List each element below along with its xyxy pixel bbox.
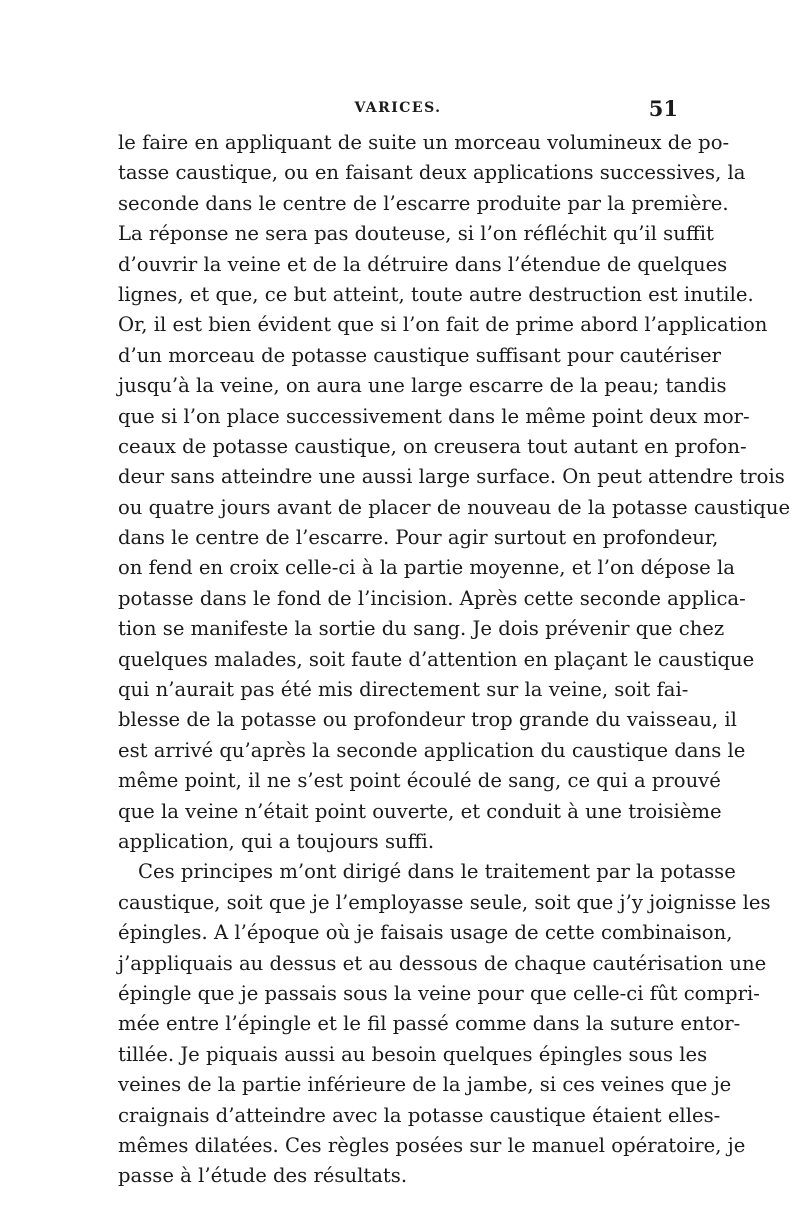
text-line: seconde dans le centre de l’escarre produite par la première.	[118, 191, 729, 215]
text-line: ceaux de potasse caustique, on creusera tout autant en profon-	[118, 434, 747, 458]
running-head: VARICES.	[354, 100, 442, 116]
text-line: ou quatre jours avant de placer de nouveau de la potasse caustique	[118, 495, 791, 519]
text-line: épingle que je passais sous la veine pour que celle-ci fût compri-	[118, 981, 760, 1005]
page-header	[118, 98, 678, 124]
text-line: tillée. Je piquais aussi au besoin quelques épingles sous les	[118, 1042, 708, 1066]
text-line: mêmes dilatées. Ces règles posées sur le manuel opératoire, je	[118, 1133, 746, 1157]
text-line: veines de la partie inférieure de la jambe, si ces veines que je	[118, 1073, 732, 1097]
text-line: Or, il est bien évident que si l’on fait de prime abord l’application	[118, 313, 768, 337]
text-line: lignes, et que, ce but atteint, toute autre destruction est inutile.	[118, 282, 754, 306]
text-line: jusqu’à la veine, on aura une large escarre de la peau; tandis	[118, 374, 727, 398]
text-line: tasse caustique, ou en faisant deux applications successives, la	[118, 161, 746, 185]
paragraph-end-line: application, qui a toujours suffi.	[118, 829, 435, 853]
text-line: mée entre l’épingle et le fil passé comme dans la suture entor-	[118, 1012, 741, 1036]
paragraph-start-line: Ces principes m’ont dirigé dans le traitement par la potasse	[138, 860, 736, 884]
text-line: d’ouvrir la veine et de la détruire dans l’étendue de quelques	[118, 252, 728, 276]
text-line: même point, il ne s’est point écoulé de sang, ce qui a prouvé	[118, 769, 721, 793]
text-line: potasse dans le fond de l’incision. Après cette seconde applica-	[118, 586, 746, 610]
text-line: caustique, soit que je l’employasse seule, soit que j’y joignisse les	[118, 890, 771, 914]
text-line: quelques malades, soit faute d’attention en plaçant le caustique	[118, 647, 755, 671]
text-line: craignais d’atteindre avec la potasse caustique étaient elles-	[118, 1103, 721, 1127]
text-line: blesse de la potasse ou profondeur trop grande du vaisseau, il	[118, 708, 737, 732]
text-line: que la veine n’était point ouverte, et conduit à une troisième	[118, 799, 722, 823]
text-line: j’appliquais au dessus et au dessous de chaque cautérisation une	[118, 951, 767, 975]
paragraph-end-line: passe à l’étude des résultats.	[118, 1164, 408, 1188]
text-line: d’un morceau de potasse caustique suffisant pour cautériser	[118, 343, 721, 367]
text-line: deur sans atteindre une aussi large surface. On peut attendre trois	[118, 465, 785, 489]
text-line: que si l’on place successivement dans le même point deux mor-	[118, 404, 750, 428]
text-line: tion se manifeste la sortie du sang. Je dois prévenir que chez	[118, 617, 725, 641]
text-line: La réponse ne sera pas douteuse, si l’on réfléchit qu’il suffit	[118, 222, 714, 246]
text-line: le faire en appliquant de suite un morceau volumineux de po-	[118, 131, 730, 154]
text-line: on fend en croix celle-ci à la partie moyenne, et l’on dépose la	[118, 556, 735, 580]
body-text	[118, 128, 791, 1192]
text-line: est arrivé qu’après la seconde application du caustique dans le	[118, 738, 746, 762]
text-line: épingles. A l’époque où je faisais usage de cette combinaison,	[118, 921, 733, 945]
text-line: qui n’aurait pas été mis directement sur la veine, soit fai-	[118, 678, 689, 702]
text-line: dans le centre de l’escarre. Pour agir surtout en profondeur,	[118, 526, 719, 550]
page-number: 51	[648, 96, 678, 121]
